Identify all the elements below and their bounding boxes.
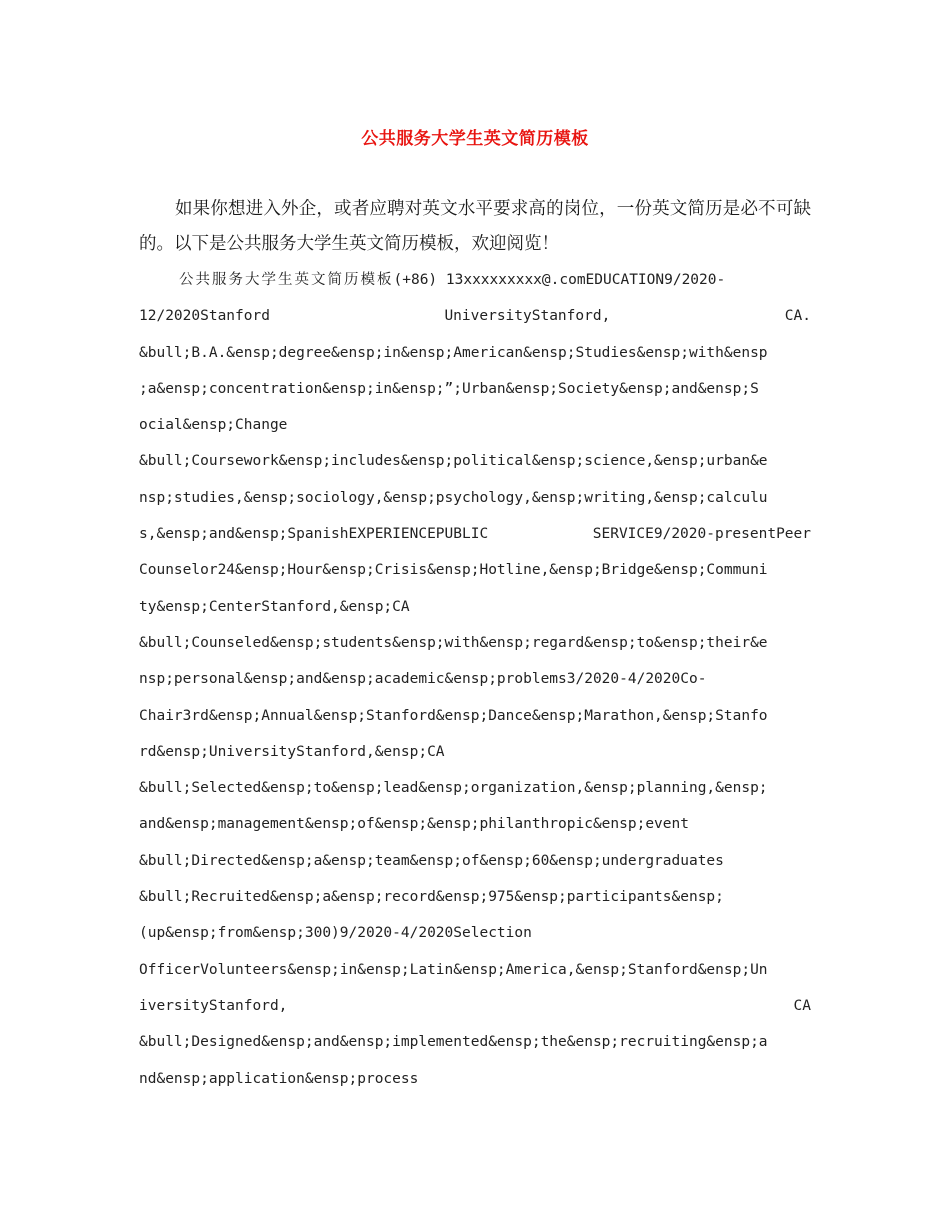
resume-line: [139, 516, 811, 552]
resume-line: OfficerVolunteers&ensp;in&ensp;Latin&ensp;America,&ensp;Stanford&ensp;Un: [139, 961, 768, 978]
resume-line: nsp;studies,&ensp;sociology,&ensp;psychology,&ensp;writing,&ensp;calculu: [139, 489, 768, 506]
resume-line: [139, 262, 811, 298]
resume-line-part: 12/2020Stanford: [139, 308, 270, 325]
resume-line: nsp;personal&ensp;and&ensp;academic&ensp;problems3/2020-4/2020Co-: [139, 671, 707, 688]
resume-line: [139, 988, 811, 1024]
resume-line: (up&ensp;from&ensp;300)9/2020-4/2020Selection: [139, 925, 532, 942]
resume-contact: (+86) 13xxxxxxxxx@.comEDUCATION9/2020-: [393, 272, 726, 288]
resume-line: nd&ensp;application&ensp;process: [139, 1070, 419, 1087]
resume-line: &bull;Recruited&ensp;a&ensp;record&ensp;975&ensp;participants&ensp;: [139, 889, 724, 906]
resume-line: &bull;B.A.&ensp;degree&ensp;in&ensp;American&ensp;Studies&ensp;with&ensp: [139, 344, 768, 361]
resume-line-part: CA.: [784, 308, 811, 325]
resume-line-part: UniversityStanford,: [444, 308, 611, 325]
resume-line: ocial&ensp;Change: [139, 417, 288, 434]
resume-body: [139, 262, 811, 1097]
resume-line: rd&ensp;UniversityStanford,&ensp;CA: [139, 743, 445, 760]
resume-line-part: s,&ensp;and&ensp;SpanishEXPERIENCEPUBLIC: [139, 526, 489, 543]
resume-line: &bull;Selected&ensp;to&ensp;lead&ensp;organization,&ensp;planning,&ensp;: [139, 780, 768, 797]
resume-line-part: iversityStanford,: [139, 997, 288, 1014]
resume-line: &bull;Coursework&ensp;includes&ensp;political&ensp;science,&ensp;urban&e: [139, 453, 768, 470]
resume-line: &bull;Counseled&ensp;students&ensp;with&ensp;regard&ensp;to&ensp;their&e: [139, 634, 768, 651]
resume-line: &bull;Designed&ensp;and&ensp;implemented&ensp;the&ensp;recruiting&ensp;a: [139, 1034, 768, 1051]
resume-line: Counselor24&ensp;Hour&ensp;Crisis&ensp;Hotline,&ensp;Bridge&ensp;Communi: [139, 562, 768, 579]
resume-line: ty&ensp;CenterStanford,&ensp;CA: [139, 598, 410, 615]
resume-line-part: SERVICE9/2020-presentPeer: [592, 526, 811, 543]
intro-paragraph: 如果你想进入外企，或者应聘对英文水平要求高的岗位，一份英文简历是必不可缺的。以下是公共服务大学生英文简历模板，欢迎阅览！: [139, 199, 811, 254]
resume-line: Chair3rd&ensp;Annual&ensp;Stanford&ensp;Dance&ensp;Marathon,&ensp;Stanfo: [139, 707, 768, 724]
resume-line: [139, 298, 811, 334]
resume-line: and&ensp;management&ensp;of&ensp;&ensp;philanthropic&ensp;event: [139, 816, 689, 833]
document-title: 公共服务大学生英文简历模板: [361, 129, 589, 149]
resume-line: ;a&ensp;concentration&ensp;in&ensp;”;Urban&ensp;Society&ensp;and&ensp;S: [139, 380, 759, 397]
resume-line-part: CA: [793, 997, 811, 1014]
resume-heading-zh: 公共服务大学生英文简历模板: [179, 272, 394, 288]
resume-line: &bull;Directed&ensp;a&ensp;team&ensp;of&ensp;60&ensp;undergraduates: [139, 852, 724, 869]
